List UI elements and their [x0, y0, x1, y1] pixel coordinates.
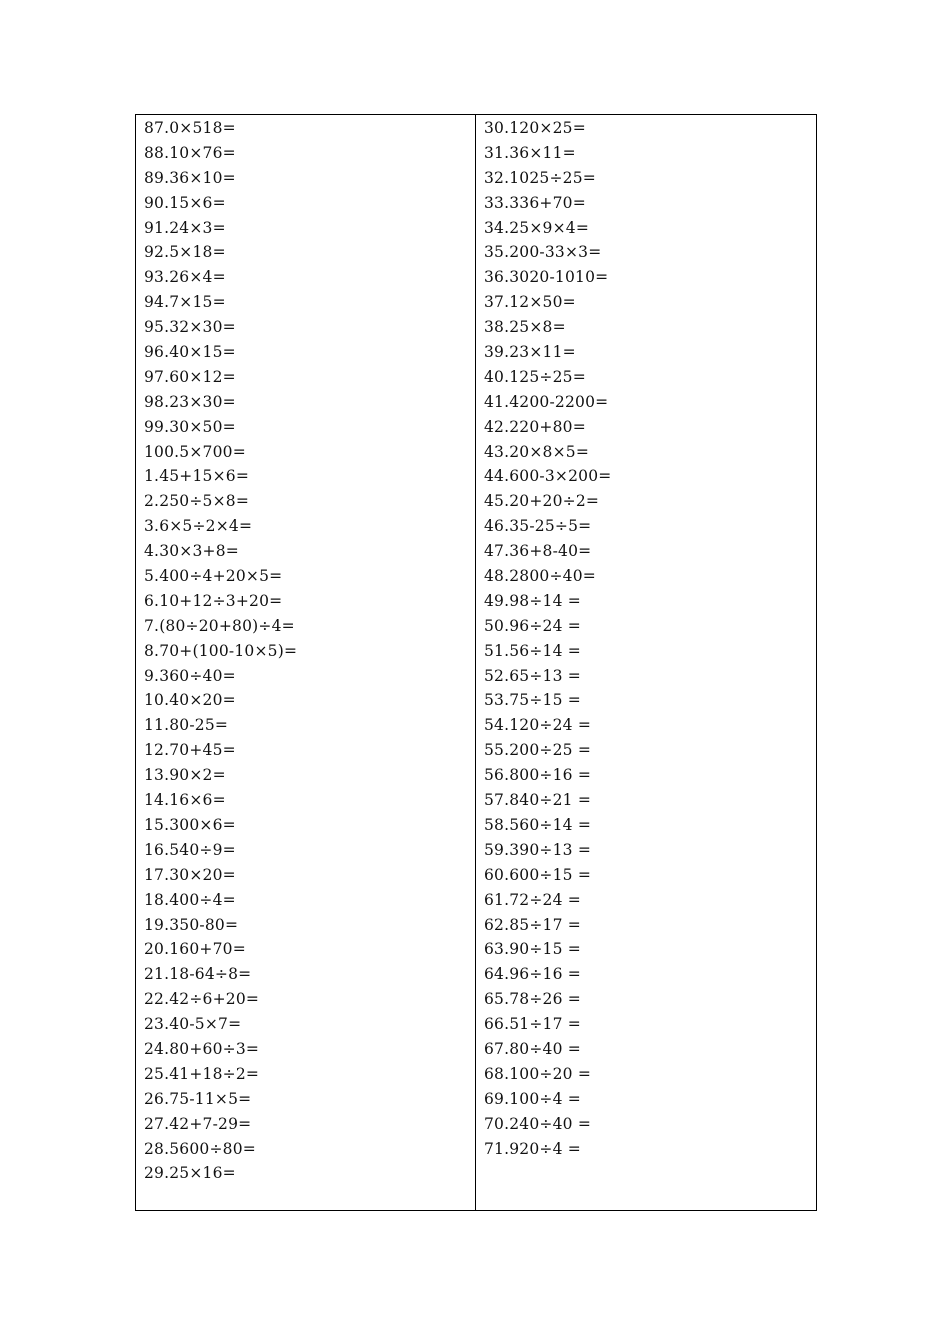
problem-item: 20.160+70=	[144, 940, 246, 959]
problem-item: 50.96÷24 =	[484, 616, 581, 635]
problem-item: 8.70+(100-10×5)=	[144, 641, 298, 660]
problem-item: 28.5600÷80=	[144, 1139, 256, 1158]
problem-item: 39.23×11=	[484, 343, 576, 362]
right-column	[476, 115, 816, 1210]
problem-item: 67.80÷40 =	[484, 1039, 581, 1058]
problem-item: 98.23×30=	[144, 392, 236, 411]
problem-item: 4.30×3+8=	[144, 542, 239, 561]
problem-item: 54.120÷24 =	[484, 716, 592, 735]
problem-item: 63.90÷15 =	[484, 940, 581, 959]
problem-item: 61.72÷24 =	[484, 890, 581, 909]
problem-item: 55.200÷25 =	[484, 741, 592, 760]
problem-item: 7.(80÷20+80)÷4=	[144, 616, 295, 635]
problem-item: 94.7×15=	[144, 293, 226, 312]
problem-item: 17.30×20=	[144, 865, 236, 884]
problem-item: 46.35-25÷5=	[484, 517, 592, 536]
problem-item: 38.25×8=	[484, 318, 566, 337]
problem-item: 36.3020-1010=	[484, 268, 609, 287]
problem-item: 69.100÷4 =	[484, 1089, 581, 1108]
problem-item: 42.220+80=	[484, 417, 586, 436]
problem-item: 27.42+7-29=	[144, 1114, 252, 1133]
problem-item: 1.45+15×6=	[144, 467, 250, 486]
problem-item: 33.336+70=	[484, 193, 586, 212]
problem-item: 45.20+20÷2=	[484, 492, 600, 511]
left-column	[136, 115, 476, 1210]
problem-item: 51.56÷14 =	[484, 641, 581, 660]
problem-item: 92.5×18=	[144, 243, 226, 262]
problem-item: 70.240÷40 =	[484, 1114, 592, 1133]
problem-item: 22.42÷6+20=	[144, 990, 260, 1009]
problem-item: 21.18-64÷8=	[144, 965, 252, 984]
problem-item: 15.300×6=	[144, 815, 236, 834]
problem-item: 60.600÷15 =	[484, 865, 592, 884]
problem-item: 16.540÷9=	[144, 840, 236, 859]
problem-item: 89.36×10=	[144, 168, 236, 187]
problem-item: 58.560÷14 =	[484, 815, 592, 834]
problem-item: 6.10+12÷3+20=	[144, 591, 283, 610]
problem-item: 24.80+60÷3=	[144, 1039, 260, 1058]
problem-item: 56.800÷16 =	[484, 766, 592, 785]
problem-item: 14.16×6=	[144, 791, 226, 810]
problem-item: 96.40×15=	[144, 343, 236, 362]
problem-item: 37.12×50=	[484, 293, 576, 312]
problem-item: 93.26×4=	[144, 268, 226, 287]
problem-item: 26.75-11×5=	[144, 1089, 252, 1108]
problem-item: 49.98÷14 =	[484, 591, 581, 610]
problem-item: 91.24×3=	[144, 218, 226, 237]
problem-item: 11.80-25=	[144, 716, 229, 735]
problem-item: 71.920÷4 =	[484, 1139, 581, 1158]
problem-item: 52.65÷13 =	[484, 666, 581, 685]
problem-item: 35.200-33×3=	[484, 243, 602, 262]
problem-item: 95.32×30=	[144, 318, 236, 337]
problem-item: 40.125÷25=	[484, 367, 586, 386]
problem-item: 25.41+18÷2=	[144, 1064, 260, 1083]
problem-item: 62.85÷17 =	[484, 915, 581, 934]
problem-item: 32.1025÷25=	[484, 168, 596, 187]
problem-item: 57.840÷21 =	[484, 791, 592, 810]
problem-item: 44.600-3×200=	[484, 467, 612, 486]
problem-item: 68.100÷20 =	[484, 1064, 592, 1083]
problem-item: 97.60×12=	[144, 367, 236, 386]
problem-item: 5.400÷4+20×5=	[144, 567, 283, 586]
problem-item: 43.20×8×5=	[484, 442, 590, 461]
problem-item: 31.36×11=	[484, 143, 576, 162]
problem-item: 53.75÷15 =	[484, 691, 581, 710]
problem-item: 47.36+8-40=	[484, 542, 592, 561]
problem-item: 64.96÷16 =	[484, 965, 581, 984]
problem-item: 29.25×16=	[144, 1164, 236, 1183]
problem-item: 9.360÷40=	[144, 666, 236, 685]
problem-item: 23.40-5×7=	[144, 1015, 242, 1034]
problem-item: 66.51÷17 =	[484, 1015, 581, 1034]
problem-item: 87.0×518=	[144, 119, 236, 137]
problem-item: 48.2800÷40=	[484, 567, 596, 586]
problem-item: 90.15×6=	[144, 193, 226, 212]
problem-item: 34.25×9×4=	[484, 218, 590, 237]
problem-item: 99.30×50=	[144, 417, 236, 436]
problem-item: 2.250÷5×8=	[144, 492, 250, 511]
problem-item: 13.90×2=	[144, 766, 226, 785]
left-problem-list	[144, 116, 475, 1186]
problem-item: 19.350-80=	[144, 915, 239, 934]
problem-item: 30.120×25=	[484, 119, 586, 137]
problem-item: 3.6×5÷2×4=	[144, 517, 253, 536]
problem-item: 100.5×700=	[144, 442, 246, 461]
problem-item: 12.70+45=	[144, 741, 236, 760]
problem-item: 18.400÷4=	[144, 890, 236, 909]
problem-item: 10.40×20=	[144, 691, 236, 710]
right-problem-list	[484, 116, 816, 1161]
problem-item: 88.10×76=	[144, 143, 236, 162]
problem-item: 59.390÷13 =	[484, 840, 592, 859]
problem-item: 65.78÷26 =	[484, 990, 581, 1009]
worksheet-table	[135, 114, 817, 1211]
problem-item: 41.4200-2200=	[484, 392, 609, 411]
